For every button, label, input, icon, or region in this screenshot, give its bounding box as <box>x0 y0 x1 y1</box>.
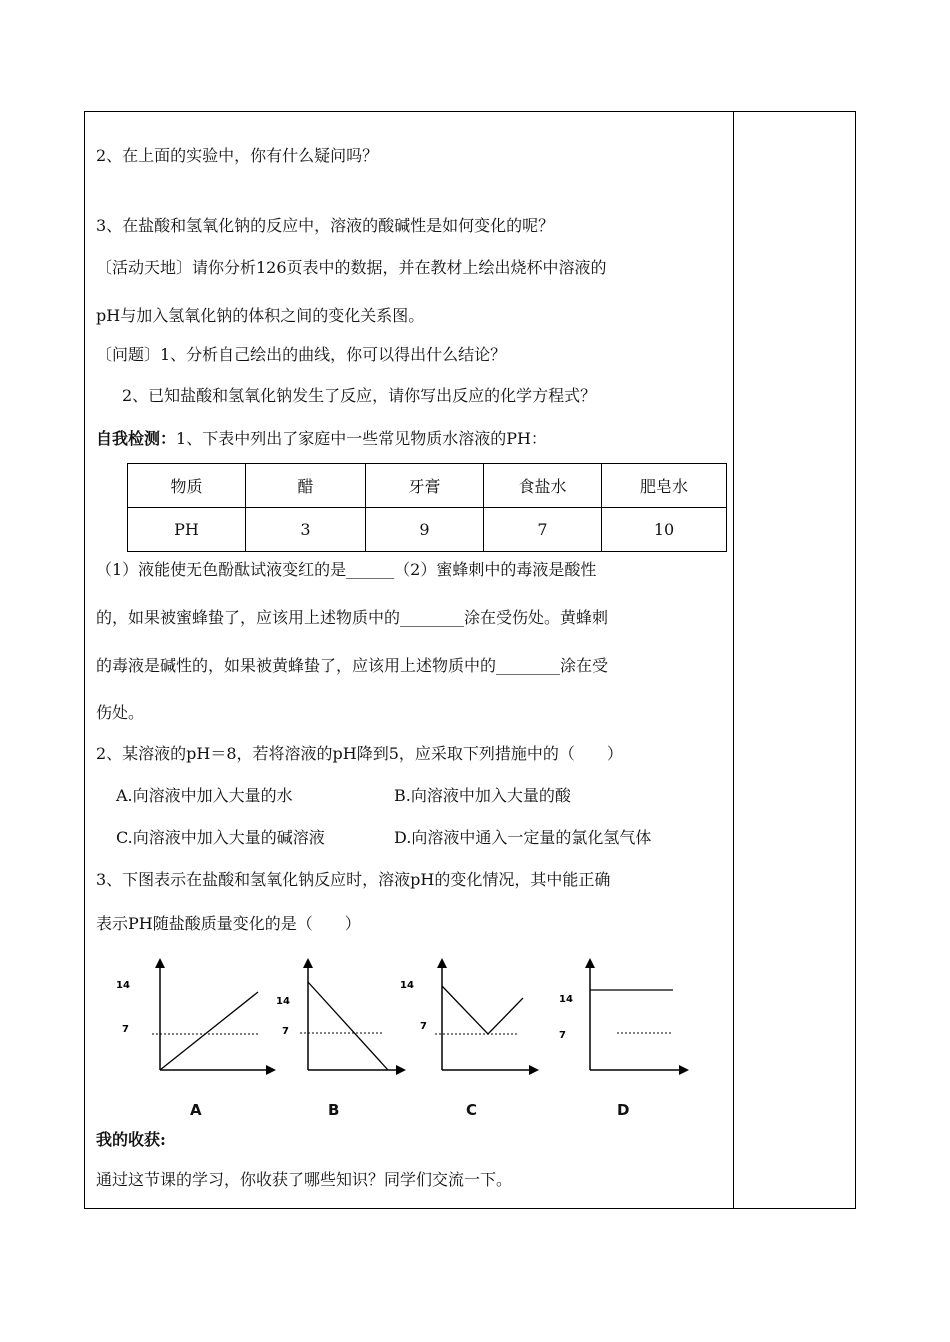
column-divider <box>733 111 734 1209</box>
y-arrow <box>437 958 447 968</box>
tick-14: 14 <box>559 994 573 1005</box>
graph-a <box>110 958 280 1092</box>
graph-a-label: A <box>190 1101 202 1119</box>
activity-line-2: pH与加入氢氧化钠的体积之间的变化关系图。 <box>96 306 425 325</box>
graph-d <box>545 958 715 1092</box>
ph-curve <box>308 982 388 1070</box>
option-d: D.向溶液中通入一定量的氯化氢气体 <box>394 828 652 847</box>
question-3b-line-2: 表示PH随盐酸质量变化的是（ ） <box>96 914 361 933</box>
table-cell: PH <box>128 508 246 552</box>
table-cell: 食盐水 <box>484 464 602 508</box>
question-3b-line-1: 3、下图表示在盐酸和氢氧化钠反应时，溶液pH的变化情况，其中能正确 <box>96 870 611 889</box>
table-cell: 9 <box>366 508 484 552</box>
self-check-title: 自我检测： <box>96 429 177 448</box>
tick-7: 7 <box>420 1021 427 1032</box>
fill-line-2: 的，如果被蜜蜂蛰了，应该用上述物质中的________涂在受伤处。黄蜂刺 <box>96 608 609 627</box>
table-cell: 10 <box>602 508 727 552</box>
tick-7: 7 <box>122 1024 129 1035</box>
question-2b: 2、某溶液的pH＝8，若将溶液的pH降到5，应采取下列措施中的（ ） <box>96 744 623 763</box>
table-row <box>128 508 727 552</box>
question-2: 2、在上面的实验中，你有什么疑问吗？ <box>96 146 379 165</box>
problem-line-2: 2、已知盐酸和氢氧化钠发生了反应，请你写出反应的化学方程式？ <box>122 386 597 405</box>
y-arrow <box>155 958 165 968</box>
fill-line-4: 伤处。 <box>96 703 145 722</box>
fill-line-3: 的毒液是碱性的，如果被黄蜂蛰了，应该用上述物质中的________涂在受 <box>96 656 609 675</box>
graph-b-label: B <box>328 1101 340 1119</box>
graph-c-svg <box>395 958 565 1088</box>
table-cell: 牙膏 <box>366 464 484 508</box>
table-cell: 物质 <box>128 464 246 508</box>
ph-curve <box>442 986 523 1034</box>
question-3: 3、在盐酸和氢氧化钠的反应中，溶液的酸碱性是如何变化的呢？ <box>96 216 555 235</box>
fill-line-1: （1）液能使无色酚酞试液变红的是______（2）蜜蜂刺中的毒液是酸性 <box>96 560 597 579</box>
table-cell: 3 <box>246 508 366 552</box>
harvest-text: 通过这节课的学习，你收获了哪些知识？同学们交流一下。 <box>96 1170 513 1189</box>
x-arrow <box>679 1065 689 1075</box>
table-header-row <box>128 464 727 508</box>
option-c: C.向溶液中加入大量的碱溶液 <box>116 828 325 847</box>
table-cell: 7 <box>484 508 602 552</box>
self-check-line <box>96 429 547 449</box>
graph-a-svg <box>110 958 280 1088</box>
tick-7: 7 <box>282 1026 289 1037</box>
tick-14: 14 <box>276 996 290 1007</box>
activity-line-1: 〔活动天地〕请你分析126页表中的数据，并在教材上绘出烧杯中溶液的 <box>96 258 607 277</box>
graph-c-label: C <box>466 1101 478 1119</box>
option-b: B.向溶液中加入大量的酸 <box>394 786 571 805</box>
ph-curve <box>160 992 258 1070</box>
x-arrow <box>529 1065 539 1075</box>
self-check-question-1: 1、下表中列出了家庭中一些常见物质水溶液的PH： <box>176 429 547 448</box>
tick-14: 14 <box>116 980 130 991</box>
option-a: A.向溶液中加入大量的水 <box>116 786 293 805</box>
graph-d-svg <box>545 958 715 1088</box>
problem-line-1: 〔问题〕1、分析自己绘出的曲线，你可以得出什么结论？ <box>96 345 507 364</box>
y-arrow <box>585 958 595 968</box>
harvest-title: 我的收获: <box>96 1130 166 1149</box>
graph-d-label: D <box>617 1101 630 1119</box>
tick-7: 7 <box>559 1030 566 1041</box>
y-arrow <box>303 958 313 968</box>
ph-table <box>127 463 727 552</box>
table-cell: 肥皂水 <box>602 464 727 508</box>
table-cell: 醋 <box>246 464 366 508</box>
graph-c <box>395 958 565 1092</box>
tick-14: 14 <box>400 980 414 991</box>
